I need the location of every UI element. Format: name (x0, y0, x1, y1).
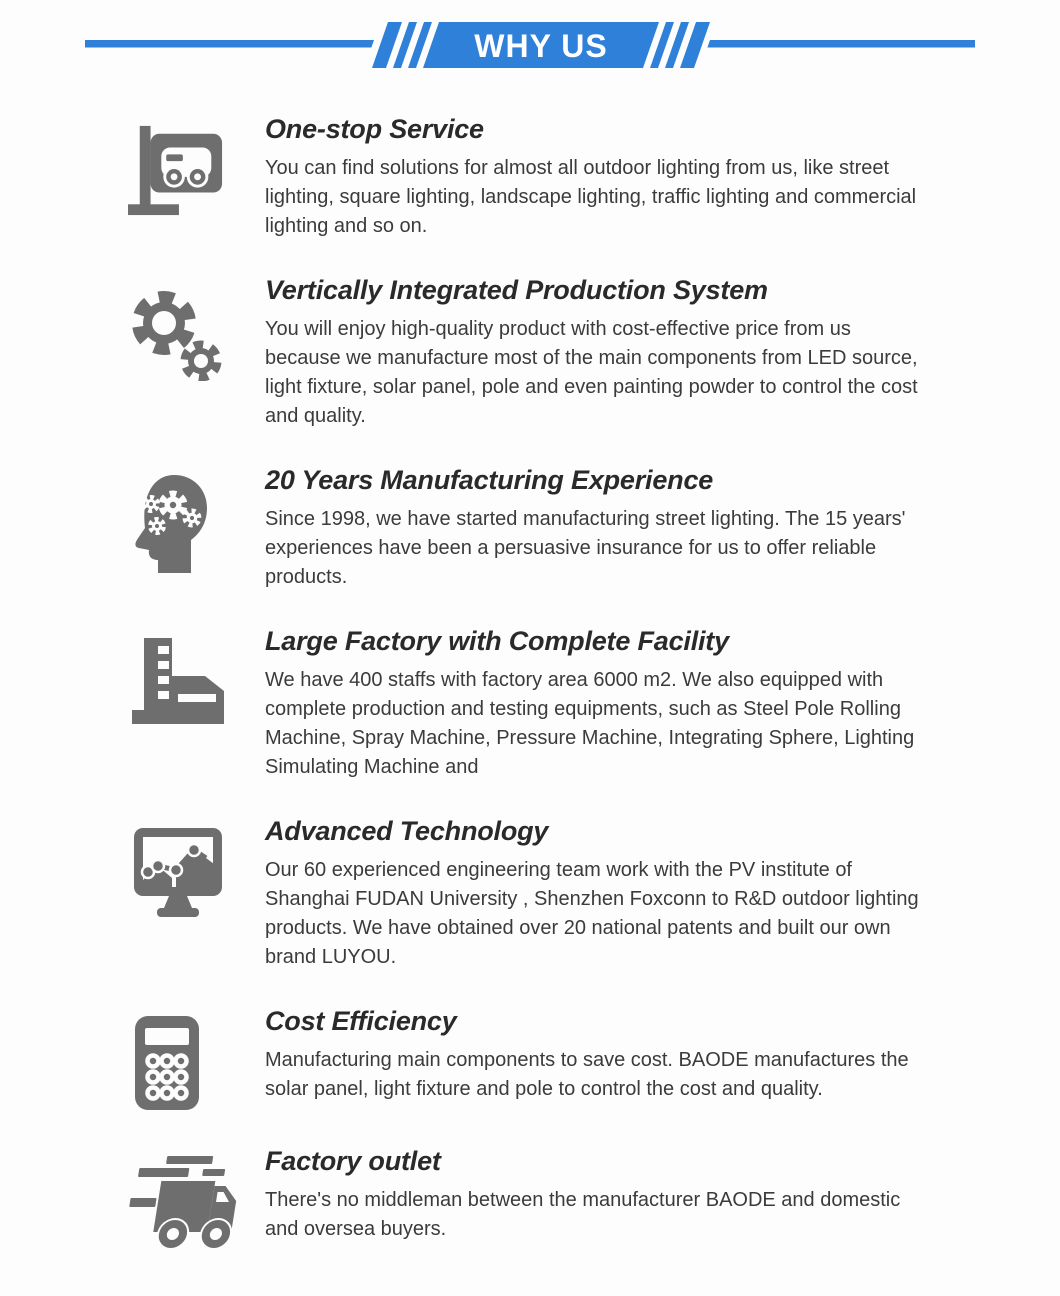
monitor-chart-icon (128, 824, 228, 919)
banner-right-rule (707, 40, 975, 48)
section-body: Our 60 experienced engineering team work with the PV institute of Shanghai FUDAN University , Shenzhen Foxconn to R&D outdoor lighting products. We have obtained over 20 national patents and built our own brand LUYOU. (265, 859, 919, 968)
factory-building-icon (128, 634, 228, 726)
section-title: Factory outlet (265, 1146, 441, 1176)
section-title: Vertically Integrated Production System (265, 275, 768, 305)
banner-left-rule (85, 40, 374, 48)
delivery-truck-icon (128, 1154, 240, 1250)
section-title: Cost Efficiency (265, 1006, 457, 1036)
why-us-banner (0, 0, 1060, 90)
section-body: You will enjoy high-quality product with cost-effective price from us because we manufacture most of the main components from LED source, light fixture, solar panel, pole and even painting powder to control the cost and quality. (265, 318, 918, 427)
section-body: We have 400 staffs with factory area 6000 m2. We also equipped with complete production and testing equipments, such as Steel Pole Rolling Machine, Spray Machine, Pressure Machine, Integrating Sphere, Lighting Simulating Machine and (265, 669, 915, 778)
signboard-truck-icon (128, 122, 226, 218)
section-title: 20 Years Manufacturing Experience (265, 465, 714, 495)
head-gears-icon (128, 473, 210, 573)
section-body: There's no middleman between the manufacturer BAODE and domestic and oversea buyers. (265, 1189, 901, 1240)
section-large-factory (0, 624, 1060, 782)
why-us-sections (0, 112, 1060, 1250)
gears-icon (128, 283, 228, 381)
section-body: Manufacturing main components to save cost. BAODE manufactures the solar panel, light fixture and pole to control the cost and quality. (265, 1049, 909, 1100)
section-advanced-technology (0, 814, 1060, 972)
section-one-stop-service (0, 112, 1060, 241)
section-body: Since 1998, we have started manufacturing street lighting. The 15 years' experiences have been a persuasive insurance for us to offer reliable products. (265, 508, 906, 588)
banner-title: WHY US (474, 28, 608, 64)
section-cost-efficiency (0, 1004, 1060, 1112)
section-title: Large Factory with Complete Facility (265, 626, 729, 656)
section-manufacturing-experience (0, 463, 1060, 592)
section-factory-outlet (0, 1144, 1060, 1250)
calculator-icon (128, 1014, 206, 1112)
section-body: You can find solutions for almost all outdoor lighting from us, like street lighting, square lighting, landscape lighting, traffic lighting and commercial lighting and so on. (265, 157, 917, 237)
section-title: One-stop Service (265, 114, 484, 144)
section-vertically-integrated (0, 273, 1060, 431)
banner-graphic (0, 0, 1060, 90)
section-title: Advanced Technology (265, 816, 549, 846)
